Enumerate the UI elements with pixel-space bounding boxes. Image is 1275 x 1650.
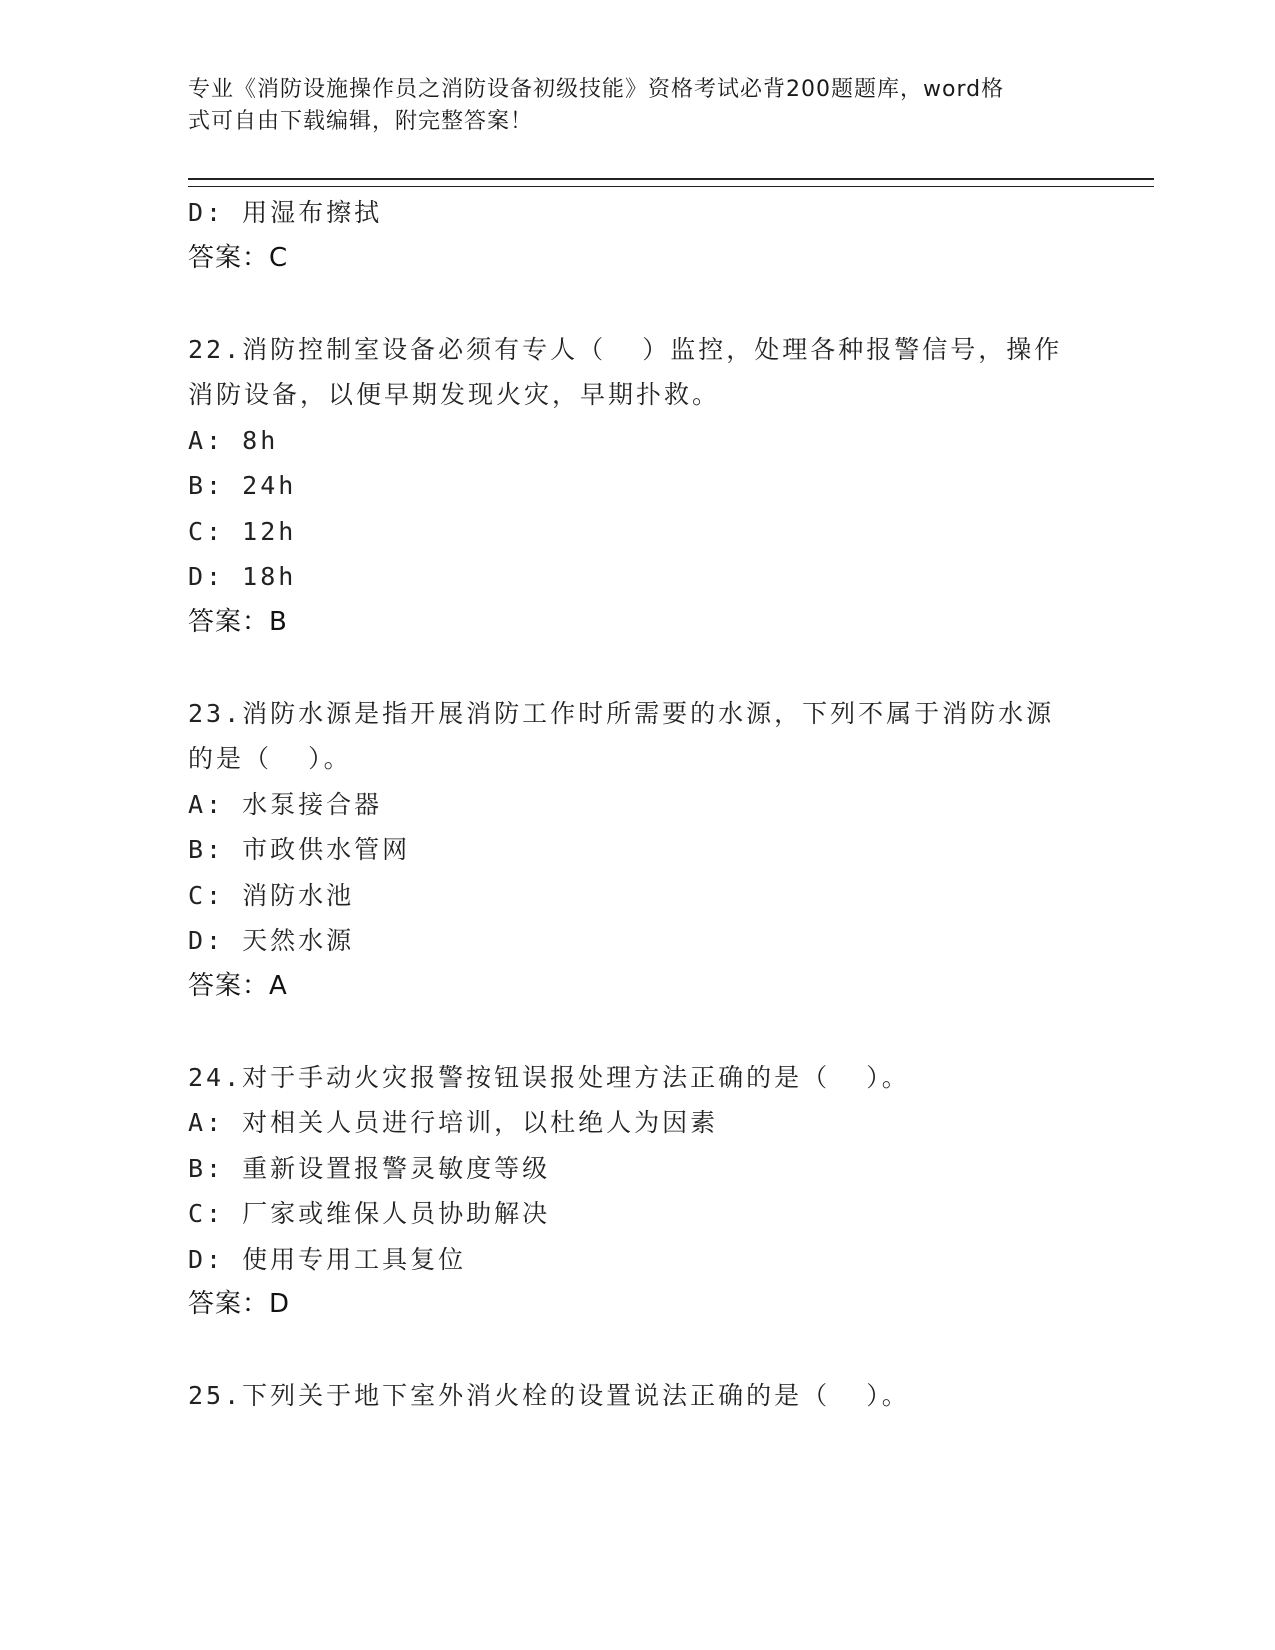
option-d: D: 用湿布擦拭 — [188, 198, 383, 227]
question-stem: 的是（ ）。 — [188, 744, 352, 773]
option-a: A: 8h — [188, 425, 279, 455]
option-a: A: 对相关人员进行培训，以杜绝人为因素 — [188, 1108, 719, 1137]
option-b: B: 24h — [188, 471, 297, 500]
option-b: B: 市政供水管网 — [188, 835, 411, 864]
question-22 — [188, 327, 1088, 646]
option-a: A: 水泵接合器 — [188, 789, 383, 819]
option-d: D: 使用专用工具复位 — [188, 1244, 467, 1274]
answer: 答案：B — [188, 606, 288, 637]
question-stem: 消防设备，以便早期发现火灾，早期扑救。 — [188, 380, 721, 409]
header-line-1: 专业《消防设施操作员之消防设备初级技能》资格考试必背200题题库，word格 — [188, 77, 1005, 102]
option-b: B: 重新设置报警灵敏度等级 — [188, 1153, 551, 1183]
option-c: C: 厂家或维保人员协助解决 — [188, 1199, 551, 1228]
option-d: D: 天然水源 — [188, 926, 355, 955]
answer: 答案：A — [188, 970, 288, 1001]
spacer — [188, 1328, 1088, 1374]
document-header — [188, 74, 1068, 138]
question-24 — [188, 1055, 1088, 1328]
answer: 答案：C — [188, 242, 289, 273]
question-stem: 23.消防水源是指开展消防工作时所需要的水源，下列不属于消防水源 — [188, 698, 1055, 728]
spacer — [188, 281, 1088, 327]
question-stem: 24.对于手动火灾报警按钮误报处理方法正确的是（ ）。 — [188, 1062, 910, 1092]
question-stem: 25.下列关于地下室外消火栓的设置说法正确的是（ ）。 — [188, 1381, 910, 1410]
option-c: C: 12h — [188, 516, 297, 546]
option-d: D: 18h — [188, 562, 297, 591]
header-line-2: 式可自由下载编辑，附完整答案！ — [188, 109, 534, 134]
question-25 — [188, 1373, 1088, 1419]
option-c: C: 消防水池 — [188, 880, 355, 910]
spacer — [188, 1009, 1088, 1055]
question-stem: 22.消防控制室设备必须有专人（ ）监控，处理各种报警信号，操作 — [188, 334, 1063, 364]
spacer — [188, 645, 1088, 691]
question-23 — [188, 691, 1088, 1010]
header-divider — [188, 178, 1154, 187]
answer: 答案：D — [188, 1289, 291, 1319]
document-body — [188, 190, 1088, 1419]
